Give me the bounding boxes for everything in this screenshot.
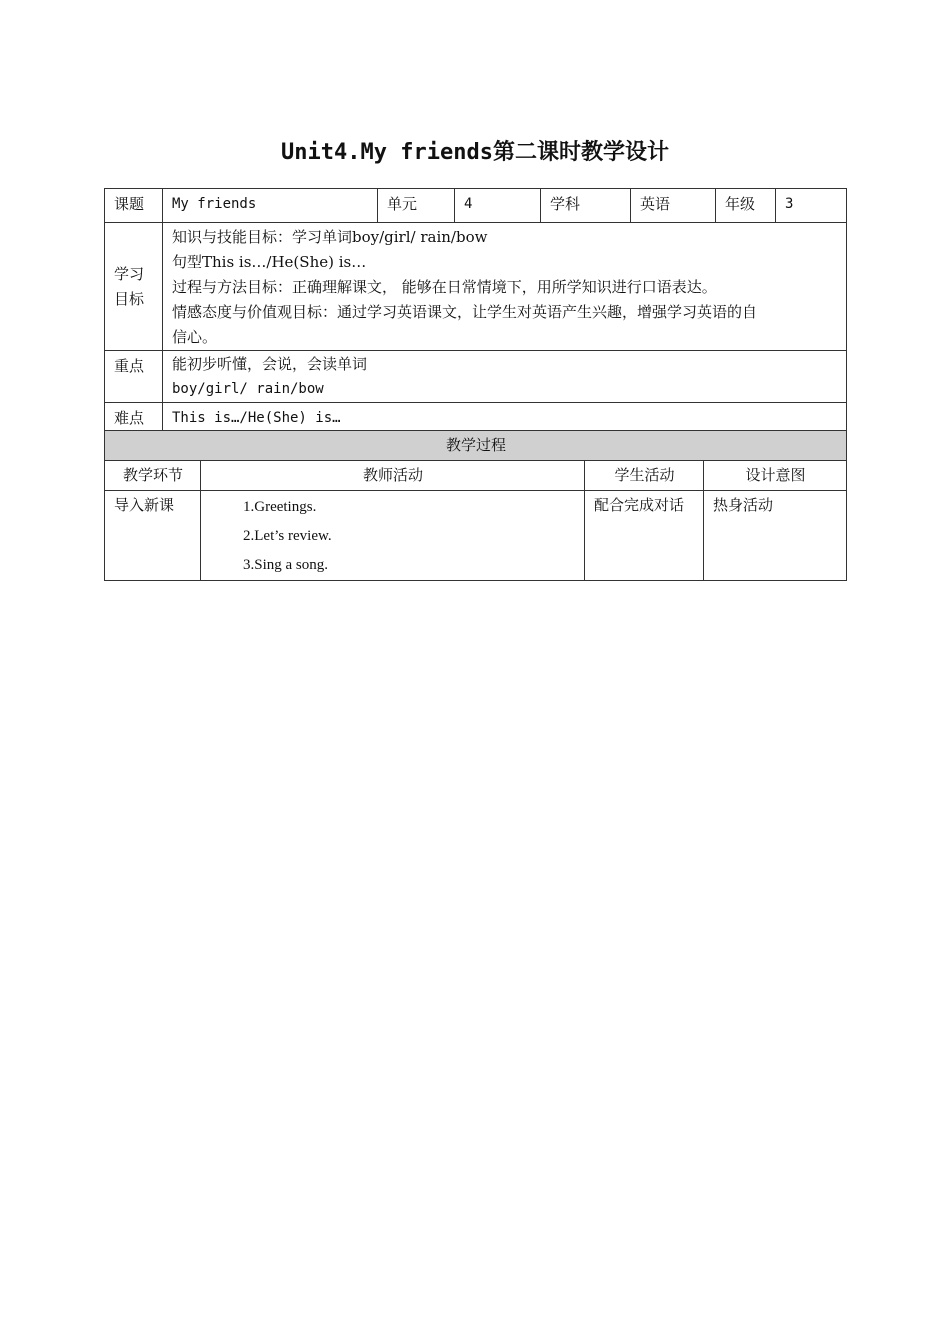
teacher-step: 2.Let’s review.	[243, 528, 332, 544]
topic-label-cell	[105, 189, 163, 223]
objectives-row	[105, 223, 847, 351]
teaching-process-table	[104, 430, 847, 581]
key-points-label-cell	[105, 351, 163, 403]
design-intent-text: 热身活动	[713, 496, 774, 514]
student-activity-text: 配合完成对话	[594, 496, 685, 514]
process-header-cell	[105, 431, 847, 461]
lesson-info-table	[104, 188, 847, 435]
column-header-intent	[704, 461, 847, 491]
key-points-content-cell	[163, 351, 847, 403]
column-header-text: 学生活动	[614, 466, 675, 484]
objectives-label-line2: 目标	[114, 289, 145, 308]
objectives-content-cell	[163, 223, 847, 351]
objective-line: 信心。	[172, 328, 218, 346]
info-row	[105, 189, 847, 223]
key-points-label: 重点	[114, 357, 145, 375]
process-header: 教学过程	[446, 436, 507, 454]
grade-value: 3	[785, 196, 794, 212]
unit-label: 单元	[387, 195, 418, 213]
subject-label-cell	[541, 189, 631, 223]
subject-value-cell	[631, 189, 716, 223]
column-header-stage	[105, 461, 201, 491]
column-header-teacher	[201, 461, 585, 491]
grade-label: 年级	[725, 195, 756, 213]
process-columns-row	[105, 461, 847, 491]
key-points-row	[105, 351, 847, 403]
design-intent-cell	[704, 491, 847, 581]
column-header-text: 教师活动	[362, 466, 423, 484]
objective-line: 句型This is…/He(She) is…	[172, 253, 367, 271]
stage-text: 导入新课	[114, 496, 175, 514]
objectives-label-cell	[105, 223, 163, 351]
topic-value-cell	[163, 189, 378, 223]
unit-label-cell	[378, 189, 455, 223]
objective-line: 情感态度与价值观目标：通过学习英语课文，让学生对英语产生兴趣，增强学习英语的自	[172, 303, 758, 321]
difficulties-label: 难点	[114, 409, 145, 427]
column-header-text: 设计意图	[745, 466, 806, 484]
process-header-row	[105, 431, 847, 461]
subject-label: 学科	[550, 195, 581, 213]
topic-value: My friends	[172, 196, 257, 212]
table-row	[105, 491, 847, 581]
document-title: Unit4.My friends第二课时教学设计	[281, 140, 669, 165]
objectives-label-line1: 学习	[114, 264, 145, 283]
unit-value-cell	[455, 189, 541, 223]
difficulties-text: This is…/He(She) is…	[172, 410, 341, 426]
teacher-activity-cell	[201, 491, 585, 581]
grade-value-cell	[776, 189, 847, 223]
topic-label: 课题	[114, 195, 145, 213]
objective-line: 知识与技能目标：学习单词boy/girl/ rain/bow	[172, 228, 488, 246]
student-activity-cell	[585, 491, 704, 581]
column-header-text: 教学环节	[122, 466, 183, 484]
column-header-student	[585, 461, 704, 491]
objective-line: 过程与方法目标：正确理解课文， 能够在日常情境下，用所学知识进行口语表达。	[172, 278, 717, 296]
key-point-line: 能初步听懂，会说，会读单词	[172, 355, 368, 373]
teacher-step: 3.Sing a song.	[243, 557, 329, 573]
stage-cell	[105, 491, 201, 581]
subject-value: 英语	[640, 195, 671, 213]
key-point-line: boy/girl/ rain/bow	[172, 381, 324, 397]
unit-value: 4	[464, 196, 473, 212]
teacher-step: 1.Greetings.	[243, 499, 317, 515]
grade-label-cell	[716, 189, 776, 223]
